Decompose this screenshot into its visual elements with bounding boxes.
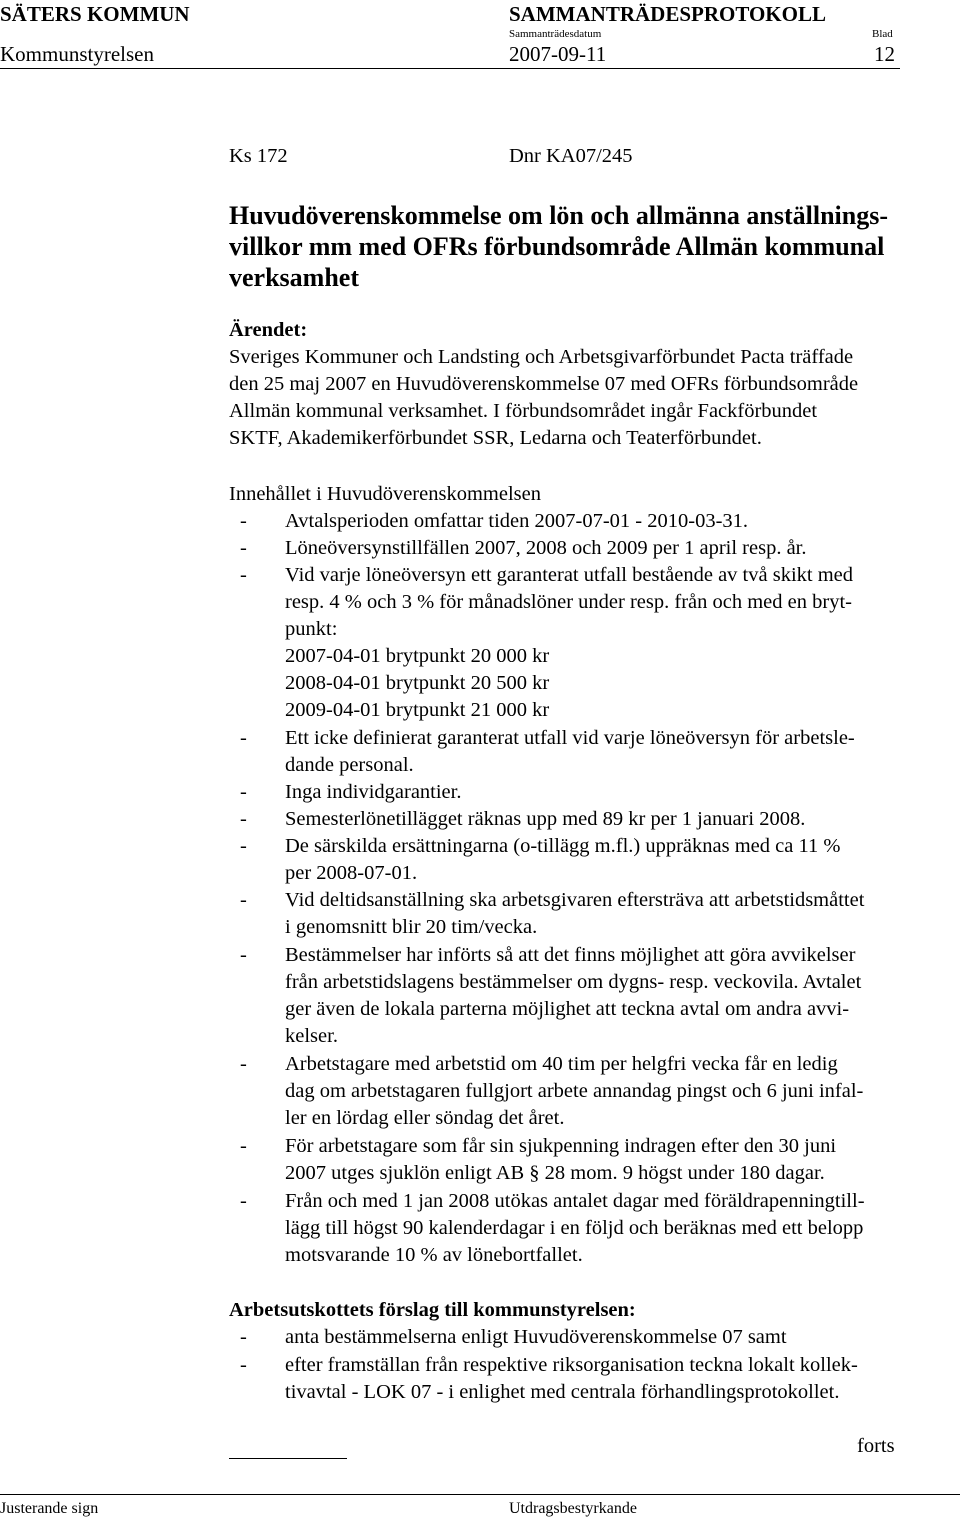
case-number: Ks 172 bbox=[229, 145, 288, 167]
list-item-continuation: punkt: bbox=[285, 618, 338, 640]
continuation-rule bbox=[229, 1458, 347, 1459]
proposal-item: anta bestämmelserna enligt Huvudöverenskommelse 07 samt bbox=[285, 1326, 787, 1348]
list-dash: - bbox=[240, 1190, 247, 1212]
list-item-continuation: i genomsnitt blir 20 tim/vecka. bbox=[285, 916, 538, 938]
proposal-item: efter framställan från respektive riksorganisation teckna lokalt kollek- bbox=[285, 1354, 858, 1376]
dnr-number: Dnr KA07/245 bbox=[509, 145, 633, 167]
arendet-line-2: den 25 maj 2007 en Huvudöverenskommelse 07 med OFRs förbundsområde bbox=[229, 373, 859, 395]
list-item-continuation: ger även de lokala parterna möjlighet att teckna avtal om andra avvi- bbox=[285, 998, 850, 1020]
list-dash: - bbox=[240, 1135, 247, 1157]
page-number: 12 bbox=[874, 42, 895, 66]
list-dash: - bbox=[240, 944, 247, 966]
list-item-continuation: lägg till högst 90 kalenderdagar i en följd och beräknas med ett belopp bbox=[285, 1217, 864, 1239]
date-label: Sammanträdesdatum bbox=[509, 28, 602, 40]
forts-label: forts bbox=[857, 1435, 895, 1457]
list-dash: - bbox=[240, 564, 247, 586]
list-item: Avtalsperioden omfattar tiden 2007-07-01 - 2010-03-31. bbox=[285, 510, 749, 532]
meeting-date: 2007-09-11 bbox=[509, 42, 607, 66]
list-dash: - bbox=[240, 727, 247, 749]
list-dash: - bbox=[240, 781, 247, 803]
list-item-continuation: 2007 utges sjuklön enligt AB § 28 mom. 9 högst under 180 dagar. bbox=[285, 1162, 825, 1184]
list-item-continuation: ler en lördag eller söndag det året. bbox=[285, 1107, 565, 1129]
proposal-item-continuation: tivavtal - LOK 07 - i enlighet med centrala förhandlingsprotokollet. bbox=[285, 1381, 840, 1403]
title-line-2: villkor mm med OFRs förbundsområde Allmän kommunal bbox=[229, 232, 885, 261]
list-dash: - bbox=[240, 1326, 247, 1348]
list-dash: - bbox=[240, 808, 247, 830]
list-item: Från och med 1 jan 2008 utökas antalet dagar med föräldrapenningtill- bbox=[285, 1190, 865, 1212]
proposal-heading: Arbetsutskottets förslag till kommunstyrelsen: bbox=[229, 1299, 636, 1321]
org-name: SÄTERS KOMMUN bbox=[0, 2, 190, 26]
blad-label: Blad bbox=[872, 28, 893, 40]
breakpoint-2007: 2007-04-01 brytpunkt 20 000 kr bbox=[285, 645, 550, 667]
arendet-line-3: Allmän kommunal verksamhet. I förbundsområdet ingår Fackförbundet bbox=[229, 400, 818, 422]
list-item: De särskilda ersättningarna (o-tillägg m.fl.) uppräknas med ca 11 % bbox=[285, 835, 841, 857]
footer-justerande: Justerande sign bbox=[0, 1500, 99, 1517]
arendet-line-1: Sveriges Kommuner och Landsting och Arbetsgivarförbundet Pacta träffade bbox=[229, 346, 854, 368]
list-item-continuation: dag om arbetstagaren fullgjort arbete annandag pingst och 6 juni infal- bbox=[285, 1080, 864, 1102]
list-item: Vid deltidsanställning ska arbetsgivaren eftersträva att arbetstidsmåttet bbox=[285, 889, 865, 911]
title-line-3: verksamhet bbox=[229, 263, 359, 292]
list-item-continuation: resp. 4 % och 3 % för månadslöner under resp. från och med en bryt- bbox=[285, 591, 852, 613]
list-item-continuation: kelser. bbox=[285, 1025, 338, 1047]
footer-utdragsbestyrkande: Utdragsbestyrkande bbox=[509, 1500, 637, 1517]
list-item: Semesterlönetillägget räknas upp med 89 kr per 1 januari 2008. bbox=[285, 808, 806, 830]
content-heading: Innehållet i Huvudöverenskommelsen bbox=[229, 483, 541, 505]
board-name: Kommunstyrelsen bbox=[0, 42, 154, 66]
breakpoint-2009: 2009-04-01 brytpunkt 21 000 kr bbox=[285, 699, 550, 721]
breakpoint-2008: 2008-04-01 brytpunkt 20 500 kr bbox=[285, 672, 550, 694]
list-item-continuation: från arbetstidslagens bestämmelser om dygns- resp. veckovila. Avtalet bbox=[285, 971, 862, 993]
arendet-heading: Ärendet: bbox=[229, 319, 308, 341]
title-line-1: Huvudöverenskommelse om lön och allmänna anställnings- bbox=[229, 201, 889, 230]
list-item-continuation: motsvarande 10 % av lönebortfallet. bbox=[285, 1244, 583, 1266]
document-type: SAMMANTRÄDESPROTOKOLL bbox=[509, 2, 826, 26]
list-dash: - bbox=[240, 1354, 247, 1376]
list-dash: - bbox=[240, 510, 247, 532]
list-item: Arbetstagare med arbetstid om 40 tim per helgfri vecka får en ledig bbox=[285, 1053, 838, 1075]
list-item-continuation: per 2008-07-01. bbox=[285, 862, 418, 884]
list-item: För arbetstagare som får sin sjukpenning indragen efter den 30 juni bbox=[285, 1135, 837, 1157]
header-rule bbox=[0, 68, 900, 69]
list-dash: - bbox=[240, 537, 247, 559]
arendet-line-4: SKTF, Akademikerförbundet SSR, Ledarna och Teaterförbundet. bbox=[229, 427, 762, 449]
list-item-continuation: dande personal. bbox=[285, 754, 414, 776]
list-dash: - bbox=[240, 889, 247, 911]
list-item: Vid varje löneöversyn ett garanterat utfall bestående av två skikt med bbox=[285, 564, 854, 586]
list-dash: - bbox=[240, 1053, 247, 1075]
footer-rule bbox=[0, 1494, 960, 1495]
list-item: Bestämmelser har införts så att det finns möjlighet att göra avvikelser bbox=[285, 944, 856, 966]
list-item: Ett icke definierat garanterat utfall vid varje löneöversyn för arbetsle- bbox=[285, 727, 855, 749]
list-dash: - bbox=[240, 835, 247, 857]
list-item: Löneöversynstillfällen 2007, 2008 och 2009 per 1 april resp. år. bbox=[285, 537, 807, 559]
list-item: Inga individgarantier. bbox=[285, 781, 462, 803]
